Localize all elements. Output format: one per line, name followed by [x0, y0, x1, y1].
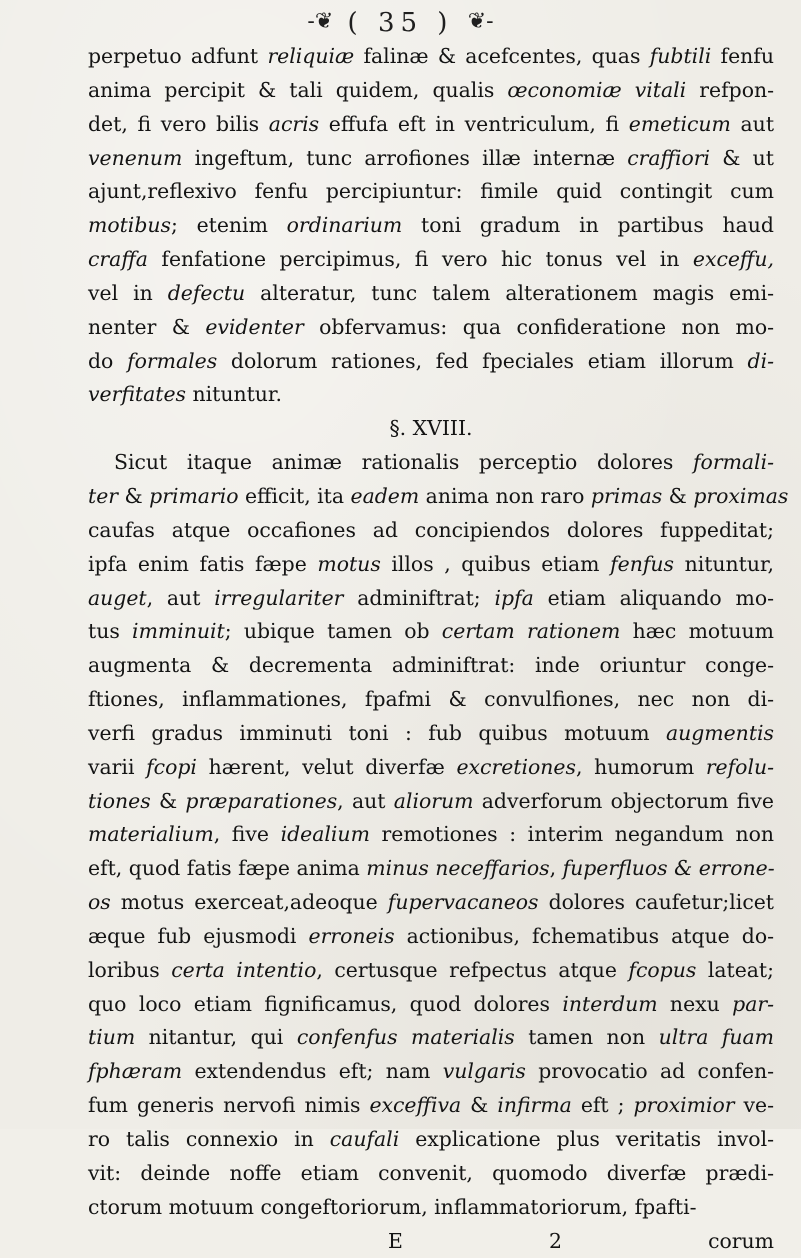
italic-text: ipfa	[494, 585, 534, 610]
text-line	[88, 582, 774, 616]
text-run: ipfa enim fatis fæpe	[88, 551, 318, 576]
text-run: falinæ & acefcentes, quas	[354, 44, 650, 68]
text-line	[88, 751, 774, 785]
text-line	[88, 209, 774, 243]
text-run: &	[461, 1093, 498, 1118]
italic-text: ordinarium	[286, 213, 403, 238]
italic-text: evidenter	[205, 314, 304, 339]
italic-text: confenfus materialis	[296, 1025, 515, 1050]
text-run: nenter &	[88, 314, 206, 339]
text-line	[88, 175, 774, 209]
italic-text: fenfus	[610, 551, 674, 576]
text-run: alteratur, tunc talem alterationem magis emi-	[245, 280, 774, 305]
text-line	[88, 717, 774, 751]
text-line	[88, 142, 774, 176]
italic-text: fubtili	[649, 44, 712, 68]
text-run: quo loco etiam fignificamus, quod dolores	[88, 991, 563, 1016]
italic-text: motibus	[88, 213, 171, 238]
text-run: eft ;	[571, 1093, 634, 1118]
italic-text: præparationes	[185, 788, 338, 813]
italic-text: defectu	[167, 280, 246, 305]
text-line	[88, 954, 774, 988]
text-line	[88, 1055, 774, 1089]
text-line	[88, 920, 774, 954]
text-line	[88, 446, 774, 480]
text-line	[88, 785, 774, 819]
text-run: aut	[730, 111, 775, 136]
text-line	[88, 378, 774, 412]
text-line	[88, 548, 774, 582]
italic-text: idealium	[280, 822, 370, 847]
italic-text: tiones	[88, 788, 151, 813]
text-run: vel in	[88, 280, 168, 305]
page-header	[0, 8, 801, 38]
text-line	[88, 74, 774, 108]
text-run: ; ubique tamen ob	[224, 619, 442, 644]
italic-text: fuperfluos & errone-	[562, 856, 775, 881]
body-text	[88, 40, 789, 1258]
text-run: lateat;	[696, 957, 774, 982]
text-run: ftiones, inflammationes, fpafmi & convulfiones, nec non di-	[88, 687, 774, 712]
italic-text: aliorum	[393, 788, 474, 813]
text-run: ingeftum, tunc arrofiones illæ internæ	[182, 145, 628, 170]
text-run: verfi gradus imminuti toni : fub quibus motuum	[88, 720, 666, 745]
text-line	[88, 818, 774, 852]
text-run: hærent, velut diverfæ	[196, 754, 457, 779]
text-line	[88, 649, 774, 683]
left-ornament: -❦	[307, 9, 334, 34]
text-line	[88, 988, 774, 1022]
text-run: ajunt,reflexivo fenfu percipiuntur: fimile quid contingit cum	[88, 179, 774, 204]
text-line	[88, 514, 774, 548]
text-run: , aut	[337, 788, 394, 813]
italic-text: acris	[268, 111, 320, 136]
italic-text: fupervacaneos	[387, 890, 539, 915]
text-run: §. XVIII.	[389, 416, 473, 441]
text-run: tamen non	[514, 1025, 659, 1050]
italic-text: irregulariter	[214, 585, 344, 610]
italic-text: materialium	[88, 822, 214, 847]
text-line	[88, 108, 774, 142]
italic-text: erroneis	[308, 923, 395, 948]
text-run: E 2	[388, 1228, 562, 1253]
text-run: illos , quibus etiam	[380, 551, 611, 576]
text-run: motus exerceat,adeoque	[110, 890, 388, 915]
italic-text: craffiori	[627, 145, 711, 170]
text-line	[88, 615, 774, 649]
text-run: loribus	[88, 957, 172, 982]
signature-line	[88, 1225, 774, 1258]
italic-text: primas	[590, 483, 663, 508]
text-run: caufas atque occafiones ad concipiendos dolores fuppeditat;	[88, 517, 774, 542]
text-run: , certusque refpectus atque	[316, 957, 629, 982]
text-run: , humorum	[575, 754, 706, 779]
text-run: &	[662, 483, 694, 508]
italic-text: emeticum	[628, 111, 731, 136]
italic-text: ultra fuam	[658, 1025, 775, 1050]
italic-text: eadem	[350, 483, 420, 508]
text-run: &	[118, 483, 150, 508]
section-heading	[88, 412, 774, 446]
italic-text: imminuit	[132, 619, 225, 644]
text-run: perpetuo adfunt	[88, 44, 268, 68]
text-run: ro talis connexio in	[88, 1127, 330, 1151]
text-run: det, fi vero bilis	[88, 111, 269, 136]
italic-text: certa intentio	[171, 957, 317, 982]
italic-text: refolu-	[705, 754, 774, 779]
italic-text: reliquiæ	[267, 44, 355, 68]
text-line	[88, 277, 774, 311]
text-line	[88, 886, 774, 920]
text-line	[88, 40, 774, 74]
italic-text: fphæram	[88, 1059, 183, 1084]
text-run: fum generis nervofi nimis	[88, 1093, 370, 1118]
text-run: explicatione plus veritatis invol-	[399, 1127, 774, 1151]
italic-text: motus	[317, 551, 381, 576]
italic-text: augmentis	[665, 720, 774, 745]
text-run: nitantur, qui	[135, 1025, 297, 1050]
text-run: ,	[549, 856, 563, 881]
text-line	[88, 1157, 774, 1191]
text-run: adverforum objectorum five	[473, 788, 774, 813]
italic-text: di-	[747, 348, 775, 373]
text-run: ve-	[734, 1093, 775, 1118]
italic-text: œconomiæ vitali	[507, 77, 687, 102]
text-run: hæc motuum	[620, 619, 775, 644]
italic-text: infirma	[497, 1093, 572, 1118]
italic-text: exceffu,	[692, 247, 774, 272]
text-run: ctorum motuum congeftoriorum, inflammatoriorum, fpafti-	[88, 1194, 697, 1219]
text-run: augmenta & decrementa adminiftrat: inde oriuntur conge-	[88, 653, 774, 678]
italic-text: fcopus	[628, 957, 697, 982]
italic-text: proximior	[633, 1093, 735, 1118]
text-run: nituntur,	[673, 551, 774, 576]
text-run: fenfatione percipimus, fi vero hic tonus vel in	[147, 247, 693, 272]
text-run: vit: deinde noffe etiam convenit, quomodo diverfæ prædi-	[88, 1160, 774, 1185]
text-run: efficit, ita	[238, 483, 351, 508]
italic-text: os	[88, 890, 111, 915]
italic-text: ter	[88, 483, 119, 508]
italic-text: vulgaris	[442, 1059, 526, 1084]
italic-text: fcopi	[146, 754, 197, 779]
italic-text: venenum	[88, 145, 183, 170]
italic-text: interdum	[562, 991, 658, 1016]
text-line	[88, 1191, 774, 1225]
italic-text: minus neceffarios	[366, 856, 550, 881]
text-run: eft, quod fatis fæpe anima	[88, 856, 367, 881]
text-run: nituntur.	[186, 382, 282, 407]
italic-text: par-	[732, 991, 775, 1016]
text-line	[88, 1089, 774, 1123]
text-run: extendendus eft; nam	[182, 1059, 443, 1084]
page-number: ( 35 )	[347, 8, 454, 38]
text-run: nexu	[657, 991, 733, 1016]
italic-text: caufali	[329, 1127, 400, 1151]
text-line	[88, 852, 774, 886]
text-run: &	[150, 788, 186, 813]
text-line	[88, 345, 774, 379]
text-run: anima percipit & tali quidem, qualis	[88, 77, 508, 102]
italic-text: certam rationem	[441, 619, 621, 644]
text-run: corum	[708, 1228, 774, 1253]
italic-text: craffa	[88, 247, 148, 272]
text-line	[88, 1123, 774, 1157]
text-line	[88, 480, 789, 514]
text-run: adminiftrat;	[343, 585, 495, 610]
text-run: anima non raro	[419, 483, 591, 508]
text-line	[88, 311, 774, 345]
text-run: etiam aliquando mo-	[533, 585, 774, 610]
italic-text: proximas	[693, 483, 789, 508]
text-run: refpon-	[686, 77, 774, 102]
text-run: obfervamus: qua confideratione non mo-	[303, 314, 774, 339]
italic-text: excretiones	[456, 754, 576, 779]
text-run: do	[88, 348, 128, 373]
text-run: dolores caufetur;licet	[538, 890, 775, 915]
text-run: actionibus, fchematibus atque do-	[394, 923, 774, 948]
italic-text: primario	[149, 483, 239, 508]
italic-text: exceffiva	[369, 1093, 462, 1118]
text-run: tus	[88, 619, 133, 644]
italic-text: formales	[127, 348, 218, 373]
italic-text: formali-	[693, 450, 774, 475]
text-run: , aut	[146, 585, 215, 610]
text-run: effufa eft in ventriculum, fi	[319, 111, 629, 136]
italic-text: verfitates	[88, 382, 187, 407]
text-run: fenfu	[711, 44, 774, 68]
italic-text: tium	[88, 1025, 136, 1050]
text-line	[88, 1021, 774, 1055]
text-run: Sicut itaque animæ rationalis perceptio dolores	[114, 450, 693, 475]
text-run: dolorum rationes, fed fpeciales etiam illorum	[217, 348, 748, 373]
text-run: varii	[88, 754, 147, 779]
text-run: toni gradum in partibus haud	[402, 213, 774, 238]
right-ornament: ❦-	[467, 9, 494, 34]
text-run: remotiones : interim negandum non	[369, 822, 775, 847]
text-run: & ut	[710, 145, 774, 170]
text-line	[88, 683, 774, 717]
italic-text: auget	[88, 585, 147, 610]
text-run: , five	[213, 822, 281, 847]
text-line	[88, 243, 774, 277]
text-run: ; etenim	[170, 213, 287, 238]
text-run: provocatio ad confen-	[525, 1059, 775, 1084]
text-run: æque fub ejusmodi	[88, 923, 309, 948]
